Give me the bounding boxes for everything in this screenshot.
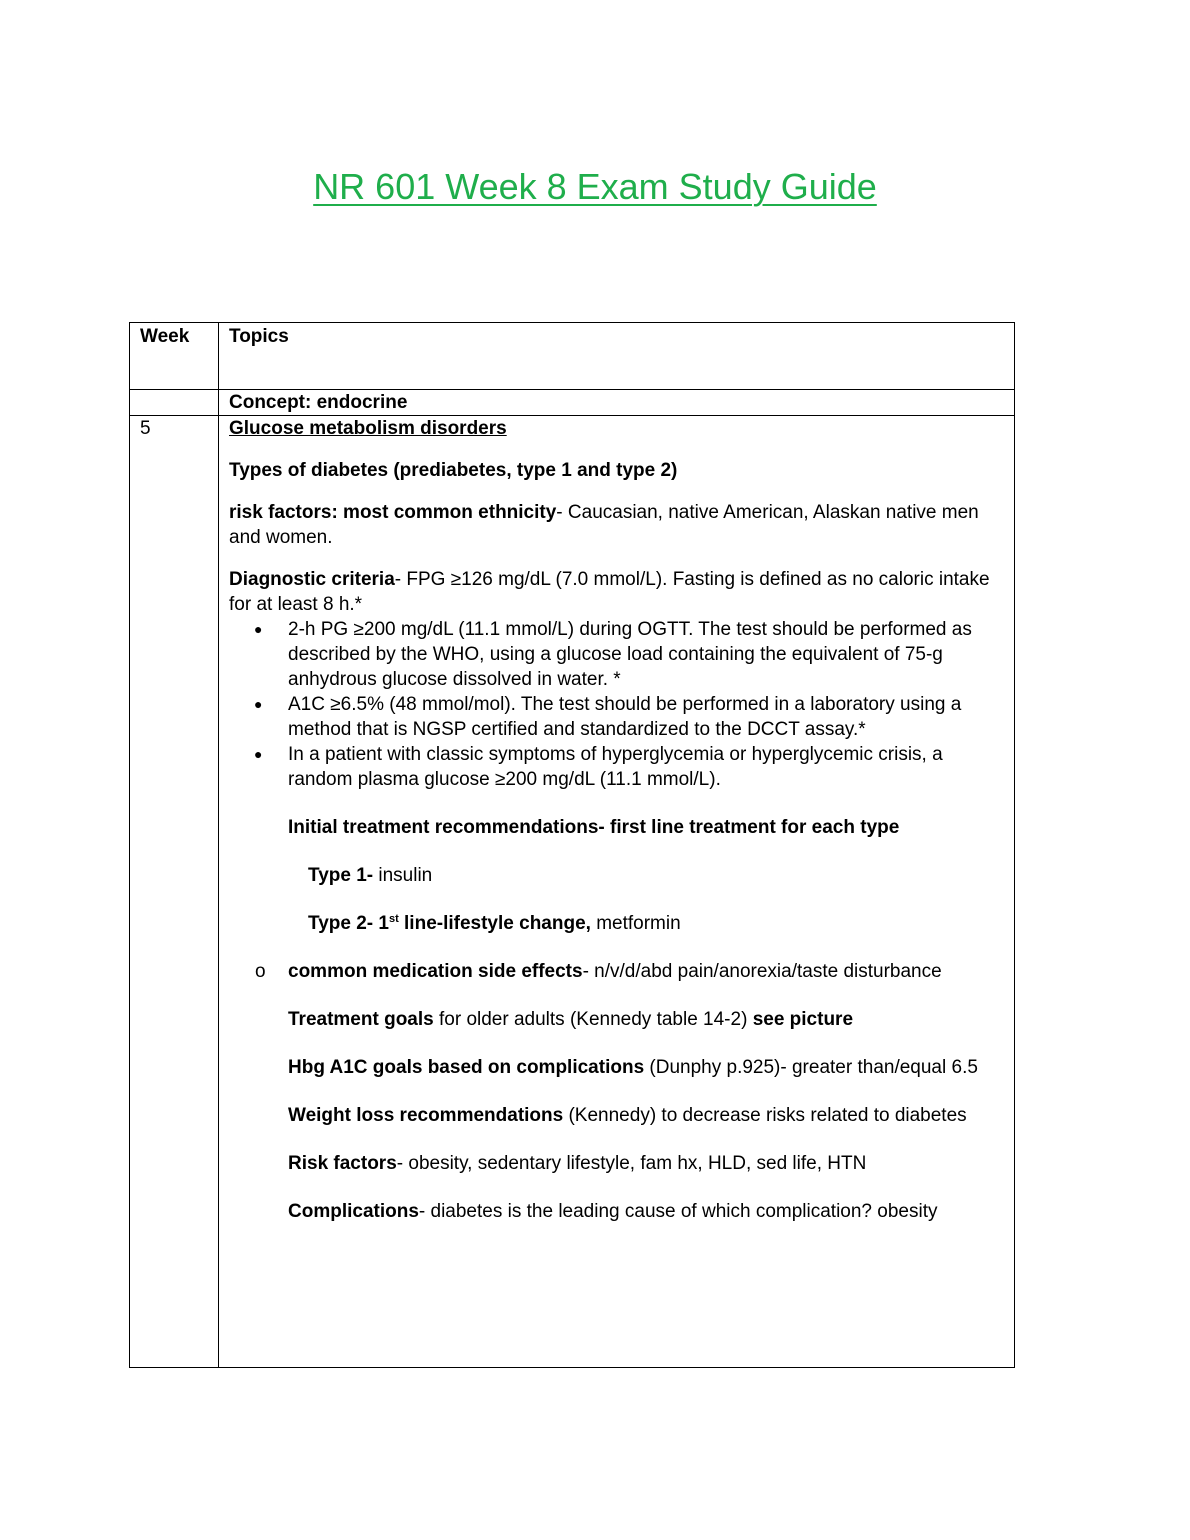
risk-factors-text: - obesity, sedentary lifestyle, fam hx, HLD, sed life, HTN bbox=[396, 1153, 867, 1174]
hollow-bullet-icon: o bbox=[255, 961, 266, 982]
hba1c-text: (Dunphy p.925)- greater than/equal 6.5 bbox=[644, 1057, 978, 1078]
concept-cell bbox=[219, 390, 1015, 416]
diagnostic-label: Diagnostic criteria bbox=[229, 569, 395, 590]
risk-ethnicity bbox=[229, 500, 1004, 550]
concept-row bbox=[130, 390, 1015, 416]
list-item bbox=[219, 742, 1014, 792]
risk-ethnicity-label: risk factors: most common ethnicity bbox=[229, 502, 557, 523]
bullet-text: A1C ≥6.5% (48 mmol/mol). The test should be performed in a laboratory using a method that is NGSP certified and standardized to the DCCT assay.* bbox=[288, 694, 962, 740]
side-effects-label: common medication side effects bbox=[288, 961, 583, 982]
type2-text: metformin bbox=[590, 913, 681, 934]
type2-treatment bbox=[219, 911, 1014, 936]
initial-treatment: Initial treatment recommendations- first line treatment for each type bbox=[288, 817, 900, 838]
treatment-goals-label: Treatment goals bbox=[288, 1009, 434, 1030]
hba1c-label: Hbg A1C goals based on complications bbox=[288, 1057, 645, 1078]
type1-treatment bbox=[219, 863, 1014, 888]
type1-label: Type 1- bbox=[308, 865, 374, 886]
header-week: Week bbox=[140, 326, 190, 347]
week-number-cell bbox=[130, 416, 219, 1368]
topics-cell bbox=[219, 416, 1015, 1368]
weight-loss-label: Weight loss recommendations bbox=[288, 1105, 564, 1126]
diagnostic-bullet-list bbox=[219, 617, 1014, 792]
bullet-icon: ● bbox=[254, 696, 263, 712]
complications-label: Complications bbox=[288, 1201, 419, 1222]
treatment-goals bbox=[219, 1007, 1014, 1032]
bullet-text: 2-h PG ≥200 mg/dL (11.1 mmol/L) during OGTT. The test should be performed as described by the WHO, using a glucose load containing the equivalent of 75-g anhydrous glucose dissolved in water. * bbox=[288, 619, 972, 690]
page-title: NR 601 Week 8 Exam Study Guide bbox=[313, 166, 877, 207]
concept-label: Concept: endocrine bbox=[229, 392, 408, 413]
hba1c-goals bbox=[219, 1055, 1014, 1080]
treatment-goals-text: for older adults (Kennedy table 14-2) bbox=[433, 1009, 753, 1030]
complications-text: - diabetes is the leading cause of which complication? obesity bbox=[418, 1201, 938, 1222]
diagnostic-criteria bbox=[229, 567, 1004, 617]
table-header-row bbox=[130, 323, 1015, 390]
bullet-icon: ● bbox=[254, 746, 263, 762]
section-title: Glucose metabolism disorders bbox=[229, 418, 507, 439]
treatment-goals-tail: see picture bbox=[752, 1009, 854, 1030]
complications bbox=[219, 1199, 1014, 1224]
weight-loss bbox=[219, 1103, 1014, 1128]
type2-sup: st bbox=[388, 913, 399, 925]
header-topics-cell bbox=[219, 323, 1015, 390]
list-item bbox=[219, 692, 1014, 742]
type2-label-a: Type 2- 1 bbox=[308, 913, 389, 934]
risk-factors-label: Risk factors bbox=[288, 1153, 397, 1174]
week-5-row bbox=[130, 416, 1015, 1368]
header-topics: Topics bbox=[229, 326, 289, 347]
side-effects-text: - n/v/d/abd pain/anorexia/taste disturbance bbox=[582, 961, 942, 982]
diagnostic-text: - FPG ≥126 mg/dL (7.0 mmol/L). Fasting is defined as no caloric intake for at least 8 h.* bbox=[229, 569, 990, 615]
bullet-icon: ● bbox=[254, 621, 263, 637]
type1-text: insulin bbox=[373, 865, 433, 886]
header-week-cell bbox=[130, 323, 219, 390]
side-effects-item bbox=[219, 959, 1014, 984]
study-guide-table bbox=[129, 322, 1015, 1368]
list-item bbox=[219, 617, 1014, 692]
risk-ethnicity-text: - Caucasian, native American, Alaskan native men and women. bbox=[229, 502, 979, 548]
weight-loss-text: (Kennedy) to decrease risks related to diabetes bbox=[563, 1105, 967, 1126]
risk-factors bbox=[219, 1151, 1014, 1176]
types-of-diabetes: Types of diabetes (prediabetes, type 1 and type 2) bbox=[229, 460, 678, 481]
side-effects bbox=[219, 959, 1014, 984]
type2-label-b: line-lifestyle change, bbox=[398, 913, 591, 934]
week-number: 5 bbox=[140, 418, 151, 439]
bullet-text: In a patient with classic symptoms of hyperglycemia or hyperglycemic crisis, a random plasma glucose ≥200 mg/dL (11.1 mmol/L). bbox=[288, 744, 943, 790]
concept-week-cell bbox=[130, 390, 219, 416]
